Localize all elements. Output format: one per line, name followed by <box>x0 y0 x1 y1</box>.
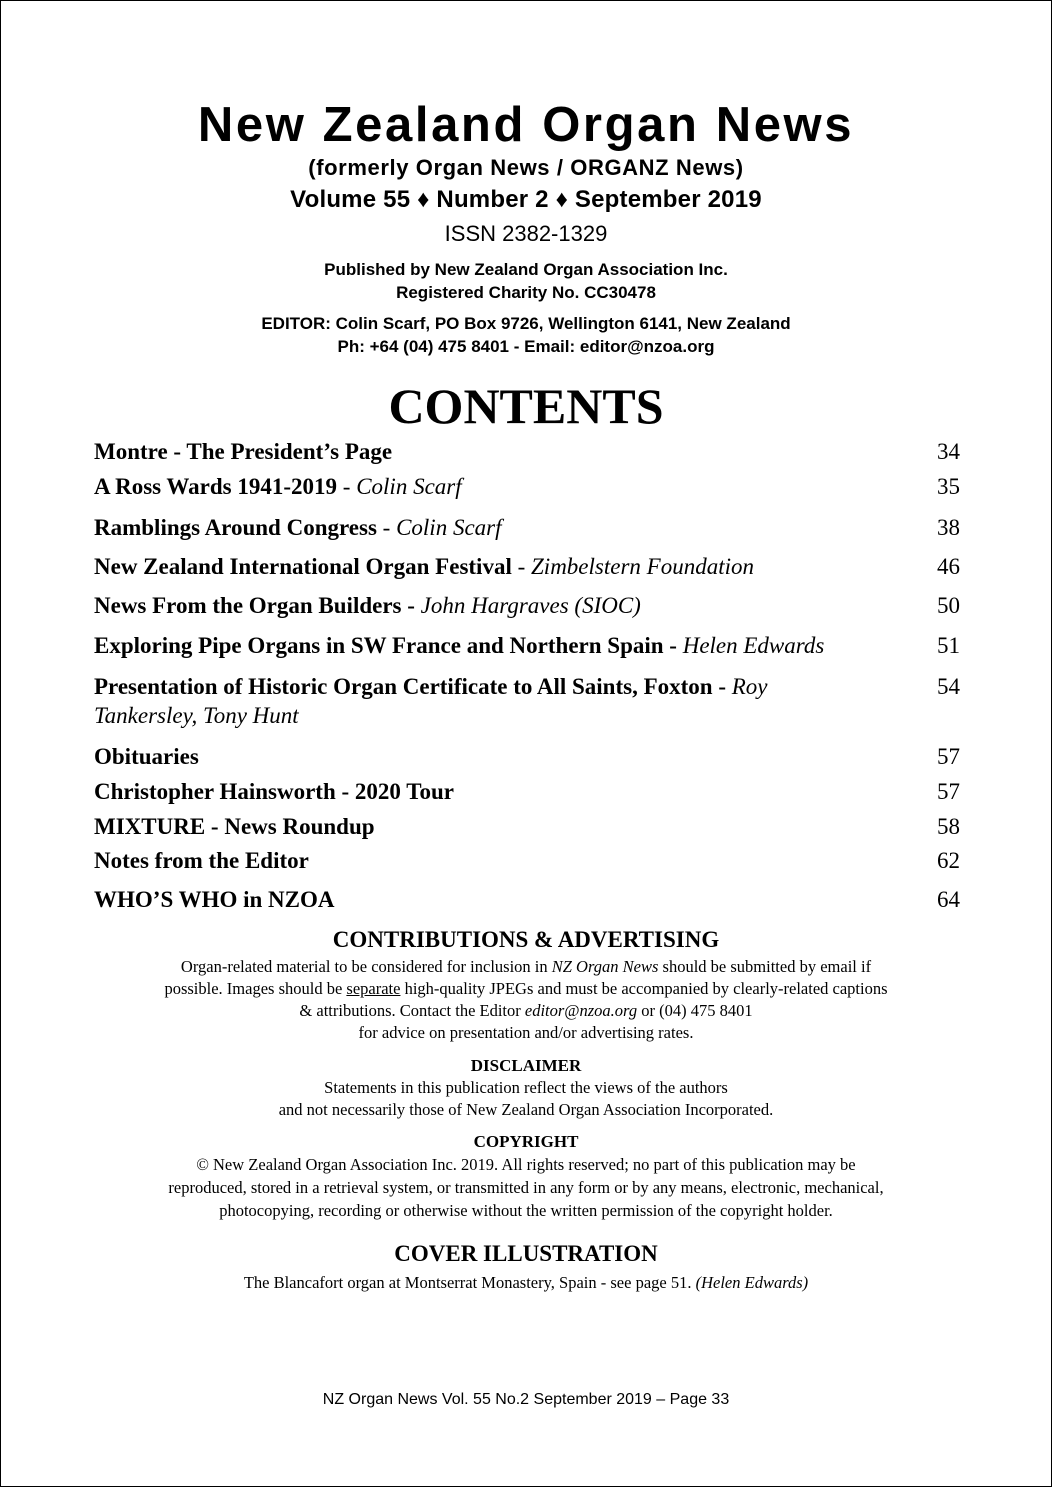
copyright-line: reproduced, stored in a retrieval system, or transmitted in any form or by any means, electronic, mechanical, <box>168 1178 884 1197</box>
toc-item-page: 38 <box>937 515 960 540</box>
disclaimer-line: Statements in this publication reflect the views of the authors <box>324 1078 728 1097</box>
contributions-heading: CONTRIBUTIONS & ADVERTISING <box>332 927 720 952</box>
toc-item-title: MIXTURE - News Roundup <box>94 814 375 839</box>
editor-email-link[interactable]: editor@nzoa.org <box>524 1001 638 1020</box>
issue-line: Volume 55 ♦ Number 2 ♦ September 2019 <box>290 186 762 213</box>
toc-item-title: WHO’S WHO in NZOA <box>94 887 335 912</box>
editor-line: EDITOR: Colin Scarf, PO Box 9726, Wellington 6141, New Zealand <box>261 314 791 333</box>
toc-item-title: New Zealand International Organ Festival <box>94 554 512 579</box>
document-page: New Zealand Organ News (formerly Organ News / ORGANZ News) Volume 55 ♦ Number 2 ♦ September 2019 ISSN 2382-1329 Published by New Zealand Organ Association Inc. Registered Charity No. CC30478 EDITOR: Colin Scarf, PO Box 9726, Wellington 6141, New Zealand Ph: +64 (04) 475 8401 - Email: editor@nzoa.org CONTENTS Montre - The President’s Page 34 A Ross Wards 1941-2019 - Colin Scarf 35 Ramblings Around Congress - Colin Scarf 38 New Zealand International Organ Festival - Zimbelstern Foundation 46 News From the Organ Builders - John Hargraves (SIOC) 50 Exploring Pipe Organs in SW France and Northern Spain - Helen Edwards 51 Presentation of Historic Organ Certificate to All Saints, Foxton - Roy 54 Tankersley, Tony Hunt Obituaries 57 Christopher Hainsworth - 2020 Tour 57 MIXTURE - News Roundup 58 Notes from the Editor 62 WHO’S WHO in NZOA 64 CONTRIBUTIONS & ADVERTISING Organ-related material to be considered for inclusion in NZ Organ News should be submitted by email if possible. Images should be separate high-quality JPEGs and must be accompanied by clearly-related captions & attributions. Contact the Editor editor@nzoa.org or (04) 475 8401 for advice on presentation and/or advertising rates. DISCLAIMER Statements in this publication reflect the views of the authors and not necessarily those of New Zealand Organ Association Incorporated. COPYRIGHT © New Zealand Organ Association Inc. 2019. All rights reserved; no part of this publication may be reproduced, stored in a retrieval system, or transmitted in any form or by any means, electronic, mechanical, photocopying, recording or otherwise without the written permission of the copyright holder. COVER ILLUSTRATION The Blancafort organ at Montserrat Monastery, Spain - see page 51. (Helen Edwards) NZ Organ News Vol. 55 No.2 September 2019 – Page 33 <box>0 0 1052 1487</box>
publication-subtitle: (formerly Organ News / ORGANZ News) <box>308 155 744 180</box>
publisher-line: Published by New Zealand Organ Association Inc. <box>324 260 728 279</box>
toc-item-title: Christopher Hainsworth - 2020 Tour <box>94 779 454 804</box>
contributions-line: & attributions. Contact the Editor editor@nzoa.org or (04) 475 8401 <box>299 1001 753 1020</box>
toc-item-page: 57 <box>937 744 960 769</box>
toc-item-page: 34 <box>937 439 960 464</box>
toc-item-page: 54 <box>937 674 960 699</box>
toc-item-page: 64 <box>937 887 960 912</box>
disclaimer-line: and not necessarily those of New Zealand Organ Association Incorporated. <box>278 1100 774 1119</box>
contact-line: Ph: +64 (04) 475 8401 - Email: editor@nzoa.org <box>337 337 715 356</box>
page-footer: NZ Organ News Vol. 55 No.2 September 2019 – Page 33 <box>322 1391 730 1408</box>
toc-item-author: Tankersley, Tony Hunt <box>94 703 299 728</box>
contents-heading: CONTENTS <box>388 378 664 434</box>
toc-item-author: Helen Edwards <box>682 633 825 658</box>
toc-item-title: Notes from the Editor <box>94 848 309 873</box>
cover-caption: The Blancafort organ at Montserrat Monastery, Spain - see page 51. (Helen Edwards) <box>243 1273 809 1292</box>
copyright-line: photocopying, recording or otherwise without the written permission of the copyright holder. <box>219 1201 833 1220</box>
contributions-line: Organ-related material to be considered for inclusion in NZ Organ News should be submitted by email if <box>180 957 872 976</box>
toc-item-page: 46 <box>937 554 960 579</box>
toc-item-page: 35 <box>937 474 960 499</box>
issn: ISSN 2382-1329 <box>444 221 608 246</box>
toc-item-page: 51 <box>937 633 960 658</box>
toc-item-page: 58 <box>937 814 960 839</box>
toc-item-title: Presentation of Historic Organ Certificate to All Saints, Foxton - <box>94 674 732 699</box>
toc-item-title: Exploring Pipe Organs in SW France and Northern Spain - <box>94 633 683 658</box>
disclaimer-heading: DISCLAIMER <box>470 1056 582 1075</box>
toc-item-author: Zimbelstern Foundation <box>531 554 754 579</box>
cover-heading: COVER ILLUSTRATION <box>394 1241 658 1266</box>
toc-item-title: A Ross Wards 1941-2019 <box>94 474 338 499</box>
toc-item-title: Ramblings Around Congress <box>94 515 377 540</box>
copyright-line: © New Zealand Organ Association Inc. 2019. All rights reserved; no part of this publication may be <box>196 1155 856 1174</box>
charity-line: Registered Charity No. CC30478 <box>396 283 656 302</box>
toc-item-title: Montre - The President’s Page <box>94 439 393 464</box>
toc-item-page: 57 <box>937 779 960 804</box>
toc-item-title: Obituaries <box>94 744 199 769</box>
toc-item-author: John Hargraves (SIOC) <box>420 593 641 618</box>
copyright-heading: COPYRIGHT <box>473 1132 579 1151</box>
publication-title: New Zealand Organ News <box>197 98 855 152</box>
toc-item-author: Colin Scarf <box>396 515 502 540</box>
toc-item-title: News From the Organ Builders - <box>94 593 421 618</box>
toc-item-author: Colin Scarf <box>356 474 462 499</box>
toc-item-page: 50 <box>937 593 960 618</box>
contributions-line: possible. Images should be separate high-quality JPEGs and must be accompanied by clearly-related captions <box>164 979 888 998</box>
toc-item-page: 62 <box>937 848 960 873</box>
contributions-line: for advice on presentation and/or advertising rates. <box>358 1023 694 1042</box>
toc-item-author: Roy <box>731 674 768 699</box>
